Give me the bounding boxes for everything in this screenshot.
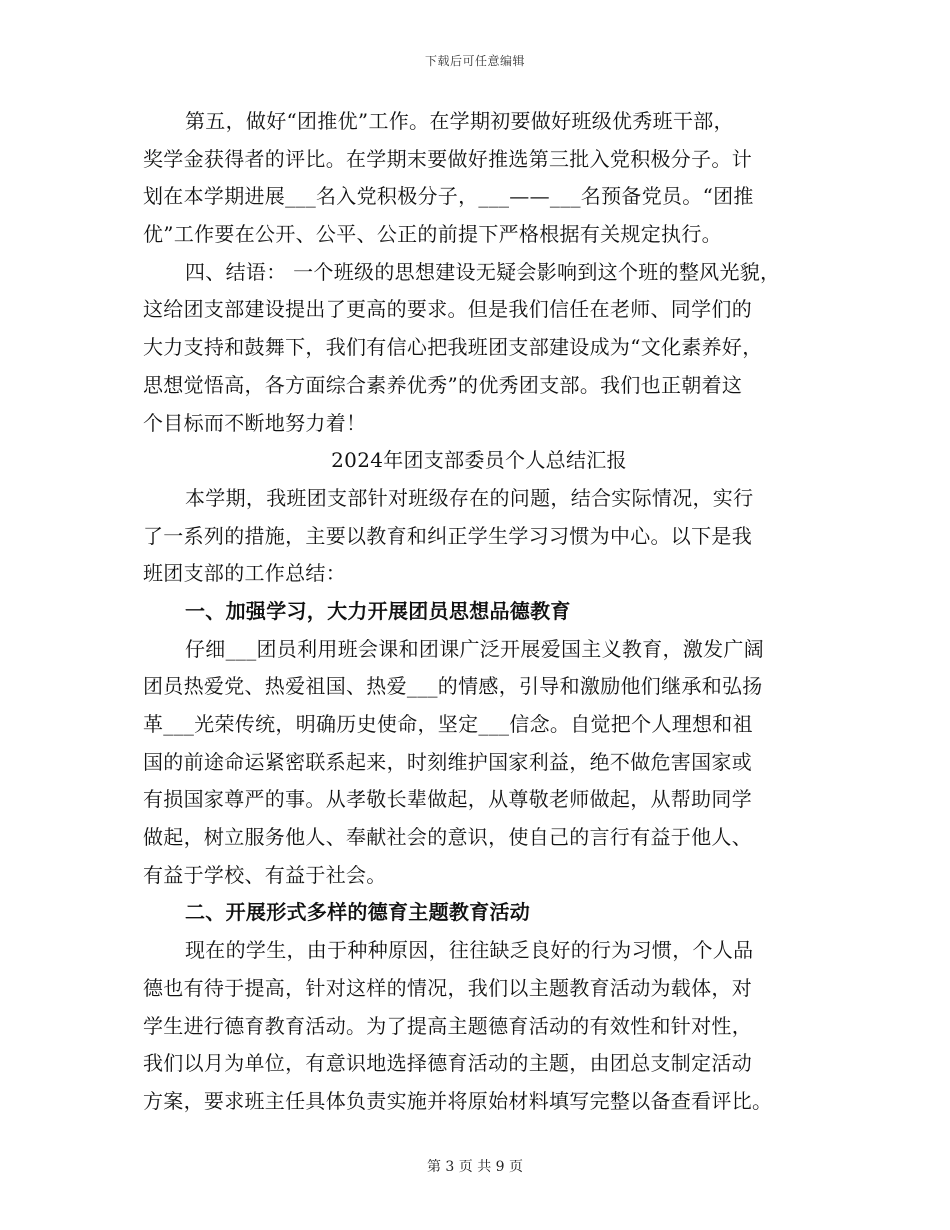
document-title: 2024年团支部委员个人总结汇报: [331, 448, 627, 473]
paragraph-line: 方案，要求班主任具体负责实施并将原始材料填写完整以备查看评比。: [143, 1088, 773, 1113]
paragraph-line: 做起，树立服务他人、奉献社会的意识，使自己的言行有益于他人、: [143, 825, 752, 850]
paragraph-line: 有损国家尊严的事。从孝敬长辈做起，从尊敬老师做起，从帮助同学: [143, 787, 752, 812]
section-heading: 一、加强学习，大力开展团员思想品德教育: [185, 598, 571, 623]
section-heading: 二、开展形式多样的德育主题教育活动: [185, 900, 531, 925]
paragraph-line: 革___光荣传统，明确历史使命，坚定___信念。自觉把个人理想和祖: [143, 712, 753, 736]
paragraph-line: 团员热爱党、热爱祖国、热爱___的情感，引导和激励他们继承和弘扬: [143, 674, 763, 699]
page-header-note: 下载后可任意编辑: [424, 54, 525, 68]
paragraph-line: 班团支部的工作总结：: [143, 561, 346, 586]
paragraph-line: 学生进行德育教育活动。为了提高主题德育活动的有效性和针对性，: [143, 1013, 752, 1038]
paragraph-line: 思想觉悟高，各方面综合素养优秀”的优秀团支部。我们也正朝着这: [143, 372, 743, 397]
paragraph-line: 我们以月为单位，有意识地选择德育活动的主题，由团总支制定活动: [143, 1051, 752, 1076]
page-number: 第 3 页 共 9 页: [426, 1159, 524, 1175]
paragraph-line: 四、结语： 一个班级的思想建设无疑会影响到这个班的整风光貌，: [185, 259, 781, 284]
paragraph-line: 仔细___团员利用班会课和团课广泛开展爱国主义教育，激发广阔: [185, 636, 764, 661]
paragraph-line: 优”工作要在公开、公平、公正的前提下严格根据有关规定执行。: [143, 222, 722, 247]
paragraph-line: 划在本学期进展___名入党积极分子，___——___名预备党员。“团推: [143, 184, 754, 209]
paragraph-line: 德也有待于提高，针对这样的情况，我们以主题教育活动为载体，对: [143, 975, 752, 1000]
document-body: [143, 103, 815, 1121]
paragraph-line: 国的前途命运紧密联系起来，时刻维护国家利益，绝不做危害国家或: [143, 749, 752, 774]
paragraph-line: 大力支持和鼓舞下，我们有信心把我班团支部建设成为“文化素养好，: [143, 335, 763, 360]
paragraph-line: 奖学金获得者的评比。在学期末要做好推选第三批入党积极分子。计: [143, 146, 752, 171]
paragraph-line: 本学期，我班团支部针对班级存在的问题，结合实际情况，实行: [185, 485, 754, 510]
paragraph-line: 这给团支部建设提出了更高的要求。但是我们信任在老师、同学们的: [143, 297, 752, 322]
paragraph-line: 第五，做好“团推优”工作。在学期初要做好班级优秀班干部，: [185, 109, 734, 133]
paragraph-line: 个目标而不断地努力着！: [143, 410, 367, 435]
paragraph-line: 有益于学校、有益于社会。: [143, 862, 387, 887]
paragraph-line: 了一系列的措施，主要以教育和纠正学生学习习惯为中心。以下是我: [143, 523, 752, 548]
paragraph-line: 现在的学生，由于种种原因，往往缺乏良好的行为习惯，个人品: [185, 938, 754, 963]
